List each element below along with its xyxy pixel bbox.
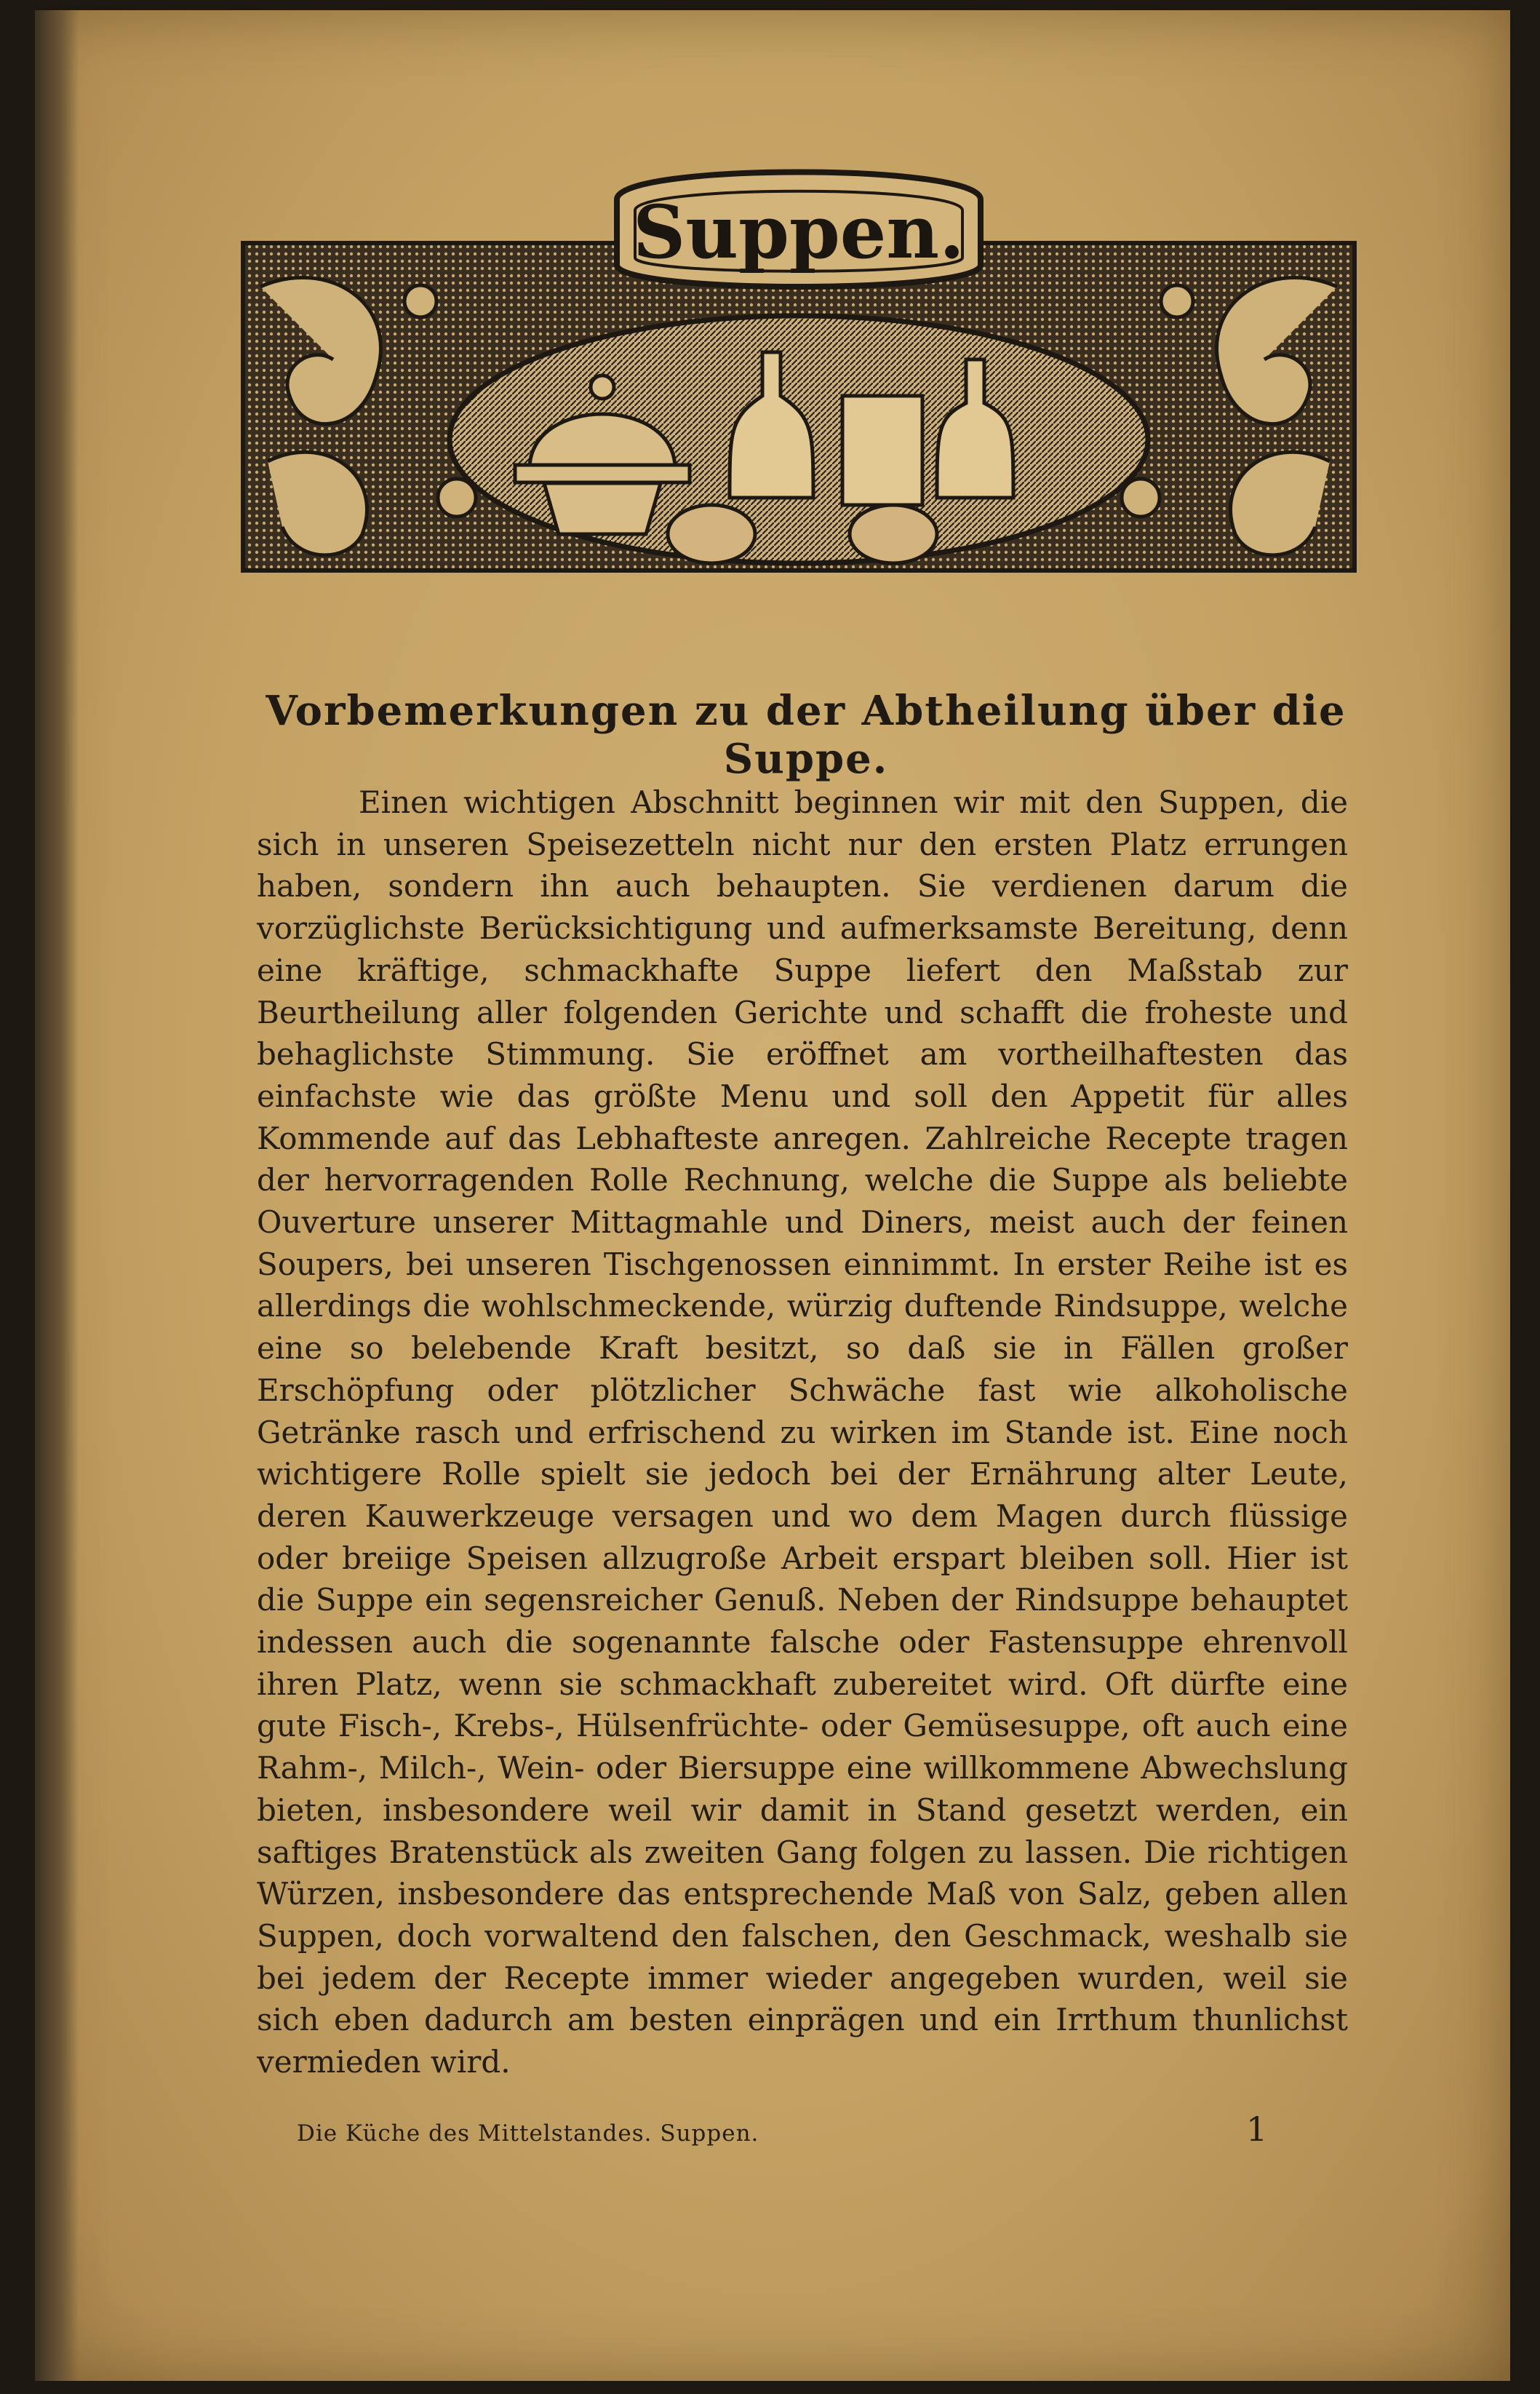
running-footer: Die Küche des Mittelstandes. Suppen.	[297, 2120, 759, 2147]
body-paragraph: Einen wichtigen Abschnitt beginnen wir mit den Suppen, die sich in unseren Speisezetteln nicht nur den ersten Platz errungen haben, sondern ihn auch behaupten. Sie verdienen darum die vorzüglichste Berücksichtigung und aufmerksamste Bereitung, denn eine kräftige, schmackhafte Suppe liefert den Maßstab zur Beurtheilung aller folgenden Gerichte und schafft die froheste und behaglichste Stimmung. Sie eröffnet am vortheilhaftesten das einfachste wie das größte Menu und soll den Appetit für alles Kommende auf das Lebhafteste anregen. Zahlreiche Recepte tragen der hervorragenden Rolle Rechnung, welche die Suppe als beliebte Ouverture unserer Mittagmahle und Diners, meist auch der feinen Soupers, bei unseren Tischgenossen einnimmt. In erster Reihe ist es allerdings die wohlschmeckende, würzig duftende Rindsuppe, welche eine so belebende Kraft besitzt, so daß sie in Fällen großer Erschöpfung oder plötzlicher Schwäche fast wie alkoholische Getränke rasch und erfrischend zu wirken im Stande ist. Eine noch wichtigere Rolle spielt sie jedoch bei der Ernährung alter Leute, deren Kauwerkzeuge versagen und wo dem Magen durch flüssige oder breiige Speisen allzugroße Arbeit erspart bleiben soll. Hier ist die Suppe ein segensreicher Genuß. Neben der Rindsuppe behauptet indessen auch die sogenannte falsche oder Fastensuppe ehrenvoll ihren Platz, wenn sie schmackhaft zubereitet wird. Oft dürfte eine gute Fisch-, Krebs-, Hülsenfrüchte- oder Gemüsesuppe, oft auch eine Rahm-, Milch-, Wein- oder Biersuppe eine willkommene Abwechslung bieten, insbesondere weil wir damit in Stand gesetzt werden, ein saftiges Bratenstück als zweiten Gang folgen zu lassen. Die richtigen Würzen, insbesondere das entsprechende Maß von Salz, geben allen Suppen, doch vorwaltend den falschen, den Geschmack, weshalb sie bei jedem der Recepte immer wieder angegeben wurden, weil sie sich eben dadurch am besten einprägen und ein Irrthum thunlichst vermieden wird.	[257, 784, 1348, 2080]
book-gutter	[35, 10, 79, 2381]
section-heading: Vorbemerkungen zu der Abtheilung über die Suppe.	[266, 687, 1346, 783]
header-title: Suppen.	[633, 189, 965, 275]
page-number: 1	[1246, 2109, 1268, 2149]
header-illustration	[239, 156, 1359, 578]
book-page	[35, 10, 1510, 2381]
